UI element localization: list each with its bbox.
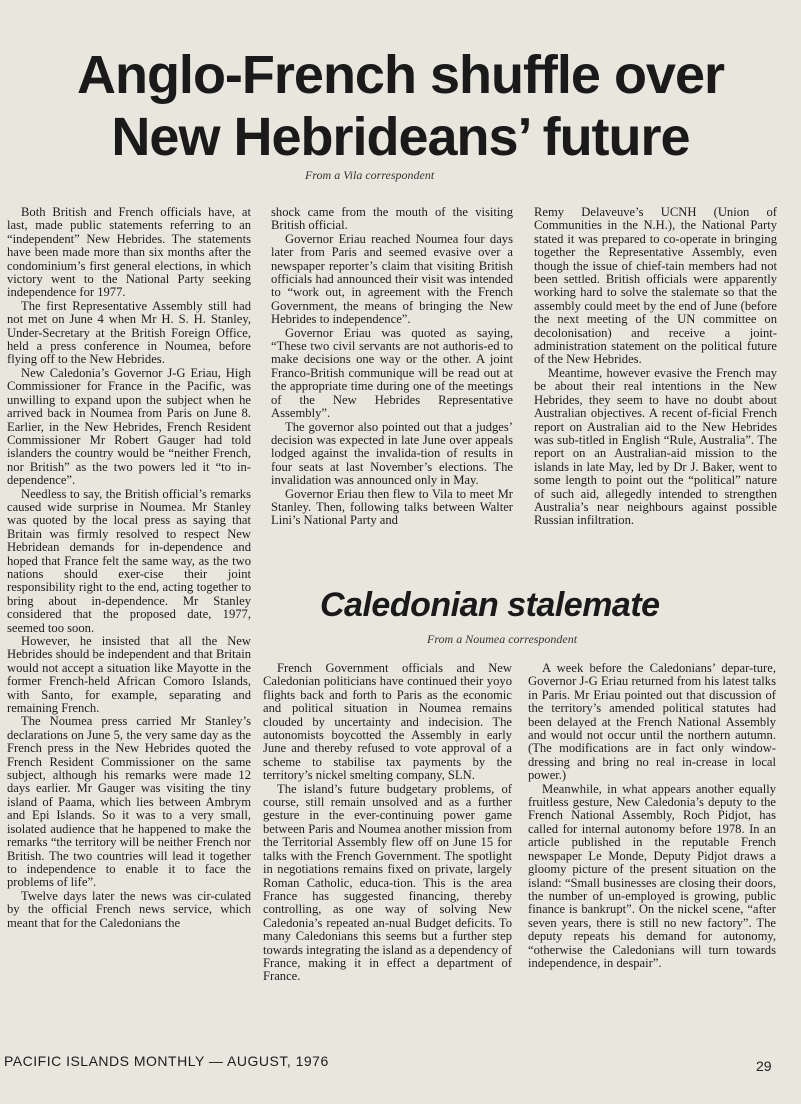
article2-column-1 (263, 662, 512, 984)
article-headline-line2: New Hebrideans’ future (111, 107, 690, 167)
article1-column-1 (7, 206, 251, 930)
article2-byline: From a Noumea correspondent (427, 632, 578, 646)
paragraph: Twelve days later the news was cir-culated by the official French news service, which meant that for the Caledonians the (7, 888, 251, 930)
paragraph: Needless to say, the British official’s remarks caused wide surprise in Noumea. Mr Stanley was quoted by the local press as saying that Britain was firmly resolved to respect New Hebridean demands for in-dependence and hoped that France felt the same way, as the two nations should exer-cise their joint responsibility right to the end, acting together to bring about in-dependence. Mr Stanley considered that the proposed date, 1977, seemed too soon. (7, 486, 251, 635)
paragraph: New Caledonia’s Governor J-G Eriau, High Commissioner for France in the Pacific, was unwilling to expand upon the subject when he arrived back in Noumea from Paris on June 8. Earlier, in the New Hebrides, French Resident Commissioner Mr Robert Gauger had told islanders the country would be “neither French, nor British” as the two powers led it “to in-dependence”. (7, 365, 251, 488)
paragraph: Both British and French officials have, at last, made public statements referring to an “independent” New Hebrides. The statements have been made more than six months after the condominium’s first general elections, in which victory went to the National Party seeking independence for 1977. (7, 205, 251, 300)
publication-footer: PACIFIC ISLANDS MONTHLY — AUGUST, 1976 (4, 1053, 329, 1069)
paragraph: The Noumea press carried Mr Stanley’s declarations on June 5, the very same day as the French press in the New Hebrides quoted the French Resident Commissioner on the same subject, although his remarks were made 12 days earlier. Mr Gauger was visiting the tiny island of Paama, which lies between Ambrym and Epi Islands. So it was to a very small, isolated audience that he happened to make the remarks “the territory will be neither French nor British. The two countries will lead it together to independence to enable it to face the problems of life”. (7, 714, 251, 890)
paragraph: A week before the Caledonians’ depar-ture, Governor J-G Eriau returned from his latest talks in Paris. Mr Eriau pointed out that discussion of the territory’s amended political statutes had been delayed at the French National Assembly and would not occur until the northern autumn. (The modifications are in fact only window-dressing and bring no real in-crease in local power.) (528, 661, 776, 783)
paragraph: Governor Eriau then flew to Vila to meet Mr Stanley. Then, following talks between Walter Lini’s National Party and (271, 486, 513, 528)
paragraph: The island’s future budgetary problems, of course, still remain unsolved and as a further gesture in the ever-continuing power game between Paris and Noumea another mission from the Territorial Assembly flew off on June 15 for talks with the French Government. The spotlight in negotiations remains fixed on private, largely Roman Catholic, educa-tion. This is the area France has suggested financing, thereby controlling, as one way of solving New Caledonia’s repeated an-nual Budget deficits. To many Caledonians this seems but a further step towards integrating the island as a dependency of France, making it in effect a department of France. (263, 781, 512, 984)
article1-column-2 (271, 206, 513, 528)
article2-column-2 (528, 662, 776, 970)
paragraph: Meantime, however evasive the French may be about their real intentions in the New Hebrides, they seem to have no doubt about Australian objectives. A recent of-ficial French report on Australian aid to the New Hebrides was sub-titled in English “Rule, Australia”. The report on an Australian-aid mission to the islands in late May, led by Dr J. Baker, went to some length to point out the “political” nature of such aid, allegedly intended to strengthen Australia’s near neighbours against possible Russian infiltration. (534, 365, 777, 528)
paragraph: Meanwhile, in what appears another equally fruitless gesture, New Caledonia’s deputy to the French National Assembly, Roch Pidjot, has called for internal autonomy before 1978. In an article published in the reputable French newspaper Le Monde, Deputy Pidjot draws a gloomy picture of the present situation on the island: “Small businesses are closing their doors, the number of un-employed is growing, public finance is bankrupt”. On the nickel scene, “after seven years, there is still no new factory”. The deputy repeats his demand for autonomy, “otherwise the Caledonians will turn towards independence, in despair”. (528, 781, 776, 970)
paragraph: Remy Delaveuve’s UCNH (Union of Communities in the N.H.), the National Party stated it was prepared to co-operate in bringing together the Representative Assembly, even though the issue of chief-tain members had not been settled. British officials were apparently working hard to solve the stalemate so that the assembly could meet by the end of June (before the next meeting of the UN committee on decolonisation) and receive a joint-administration statement on the political future of the New Hebrides. (534, 205, 777, 367)
article-byline: From a Vila correspondent (305, 168, 435, 182)
paragraph: However, he insisted that all the New Hebrides should be independent and that Britain would not accept a situation like Mayotte in the former French-held African Comoro Islands, with Santo, for example, separating and remaining French. (7, 634, 251, 716)
article1-column-3 (534, 206, 777, 528)
page-number: 29 (756, 1058, 772, 1074)
paragraph: shock came from the mouth of the visiting British official. (271, 205, 513, 233)
paragraph: The first Representative Assembly still had not met on June 4 when Mr H. S. H. Stanley, Under-Secretary at the British Foreign Office, held a press conference in Noumea, before flying off to the New Hebrides. (7, 298, 251, 367)
paragraph: Governor Eriau was quoted as saying, “These two civil servants are not authoris-ed to make decisions one way or the other. A joint Franco-British communique will be read out at the appropriate time during one of the meetings of the New Hebrides Representative Assembly”. (271, 325, 513, 421)
paragraph: The governor also pointed out that a judges’ decision was expected in late June over appeals lodged against the invalida-tion of results in four seats at last November’s elections. The invalidation was announced only in May. (271, 419, 513, 488)
article-headline-line1: Anglo-French shuffle over (76, 45, 725, 105)
article2-headline: Caledonian stalemate (320, 586, 660, 624)
paragraph: Governor Eriau reached Noumea four days later from Paris and seemed evasive over a newspaper reporter’s claim that visiting British officials had announced their visit was intended to “work out, in agreement with the French Government, the means of bringing the New Hebrides to independence”. (271, 231, 513, 327)
paragraph: French Government officials and New Caledonian politicians have continued their yoyo flights back and forth to Paris as the economic and political situation in Noumea remains clouded by uncertainty and indecision. The autonomists boycotted the Assembly in early June and thereby refused to vote approval of a scheme to stabilise tax payments by the territory’s nickel smelting company, SLN. (263, 661, 512, 783)
